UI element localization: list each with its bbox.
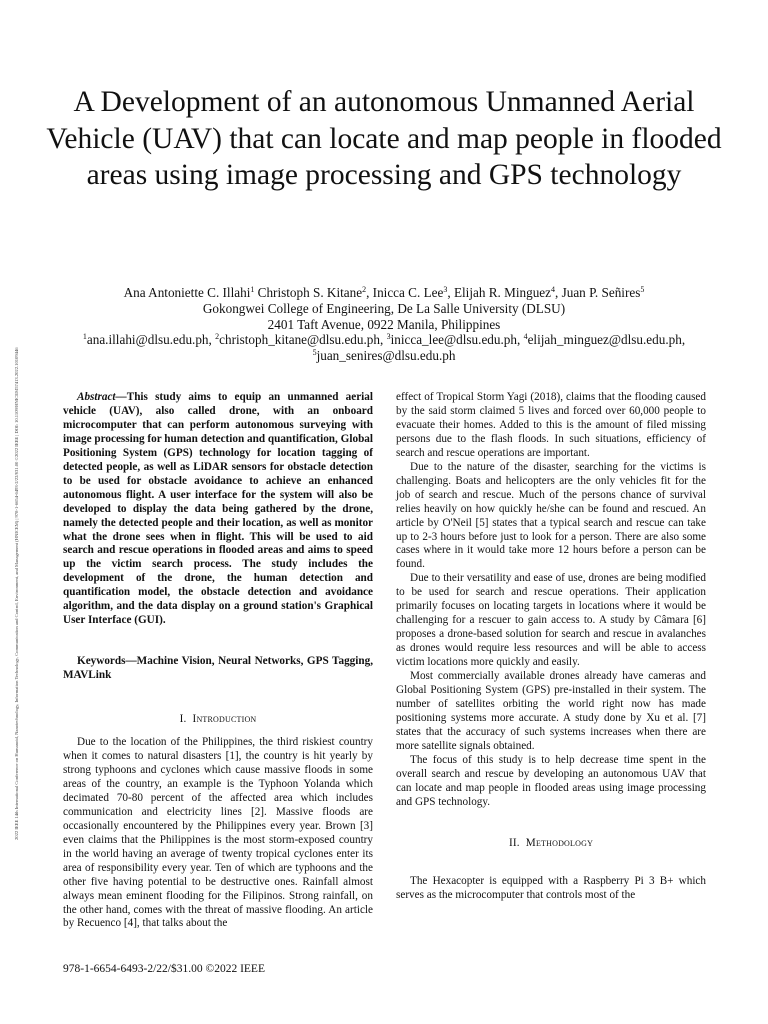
- abstract-text: This study aims to equip an unmanned aerial vehicle (UAV), also called drone, with an onboard microcomputer that can perform autonomous surveying with image processing for human detection and quantification, Global Positioning System (GPS) technology for location tagging of detected people, as well as LiDAR sensors for obstacle detection to be used for obstacle avoidance to achieve an enhanced autonomous flight. A user interface for the system will also be developed to display the data being gathered by the drone, namely the detected people and their location, as well as monitor what the drone sees when in flight. This will be used to aid search and rescue operations in flooded areas and aims to speed up the victim search process. The study includes the development of the drone, the human detection and quantification model, the obstacle detection and avoidance algorithm, and the data display on a ground station's Graphical User Interface (GUI).: [63, 391, 373, 627]
- intro-paragraph: Due to the location of the Philippines, the third riskiest country when it comes to natural disasters [1], the country is hit yearly by strong typhoons and cyclones which cause massive floods in some areas of the country, an example is the Typhoon Yolanda which decimated 70-80 percent of the affected area which includes communication and electricity lines [2]. Massive floods are occasionally encountered by the Philippines every year. Brown [3] even claims that the Philippines is the most storm-exposed country in the world having an average of twenty tropical cyclones enter its area of responsibility every year. Ten of which are typhoons and the other five having potential to be destructive ones. Rainfall almost always mean eminent flooding for the Filipinos. Strong rainfall, on the other hand, comes with the threat of massive flooding. An article by Recuenco [4], that talks about the: [63, 736, 373, 930]
- author-sup: 4: [551, 285, 555, 294]
- author-sup: 5: [640, 285, 645, 294]
- author-list: Ana Antoniette C. Illahi$^1$ Christoph S. Kitane$^2$, Inicca C. Lee$^3$, Elijah R. Minguez$^4$, Juan P. Señires$^5$: [123, 285, 645, 300]
- author-sup: 1: [250, 285, 255, 294]
- author-name: Juan P. Señires: [561, 285, 641, 300]
- affiliation: Gokongwei College of Engineering, De La Salle University (DLSU): [202, 300, 566, 316]
- email-link[interactable]: ana.illahi@dlsu.edu.ph,: [86, 332, 212, 348]
- email-line-2: [40, 348, 728, 364]
- email-line-1: [40, 332, 728, 348]
- footer-copyright: 978-1-6654-6493-2/22/$31.00 ©2022 IEEE: [63, 963, 265, 975]
- email-link[interactable]: inicca_lee@dlsu.edu.ph,: [390, 332, 521, 348]
- methodology-paragraph: The Hexacopter is equipped with a Raspberry Pi 3 B+ which serves as the microcomputer that controls most of the: [396, 874, 706, 901]
- email-sup: 4: [523, 332, 528, 342]
- email-sup: 1: [82, 332, 87, 342]
- author-name: Ana Antoniette C. Illahi: [123, 285, 251, 300]
- email-link[interactable]: christoph_kitane@dlsu.edu.ph,: [219, 332, 384, 348]
- left-column: [63, 391, 373, 931]
- body-paragraph: effect of Tropical Storm Yagi (2018), claims that the flooding caused by the said storm claimed 5 lives and forced over 60,000 people to evacuate their homes. Added to this is the amount of filed missing persons due to the flash floods. In such situations, efficiency of search and rescue operations are important.: [396, 391, 706, 459]
- email-link[interactable]: elijah_minguez@dlsu.edu.ph,: [527, 332, 686, 348]
- side-note-text: 2022 IEEE 14th International Conference on Humanoid, Nanotechnology, Information Technology, Communication and Control, Environment, and Management (HNICEM) | 978-1-6654-6493-2/22/$31.00 ©2022 IEEE | DOI: 10.1109/HNICEM57413.2022.10109446: [14, 347, 19, 840]
- authors-block: [40, 285, 728, 364]
- author-name: Inicca C. Lee: [372, 285, 444, 300]
- section-numeral: I.: [179, 713, 187, 726]
- body-paragraph: Most commercially available drones already have cameras and Global Positioning System (GPS) pre-installed in their system. The number of satellites orbiting the world right now has made positioning systems more accurate. A study done by Xu et al. [7] states that the accuracy of such systems increases when there are more satellite signals obtained.: [396, 670, 706, 752]
- right-column: [396, 391, 706, 902]
- author-sup: 2: [362, 285, 367, 294]
- abstract-label: Abstract—: [77, 391, 127, 403]
- section-title: Introduction: [192, 713, 257, 726]
- keywords: Keywords—Machine Vision, Neural Networks, GPS Tagging, MAVLink: [63, 655, 373, 682]
- author-name: Christoph S. Kitane: [257, 285, 363, 300]
- body-paragraph: The focus of this study is to help decrease time spent in the overall search and rescue by developing an autonomous UAV that can locate and map people in flooded areas using image processing and GPS technology.: [396, 753, 706, 808]
- abstract: [63, 391, 373, 628]
- body-paragraph: Due to their versatility and ease of use, drones are being modified to be used for search and rescue operations. Their application primarily focuses on locating targets in locations where it would be challenging for a rescuer to gain access to. A study by Câmara [6] proposes a drone-based solution for search and rescue in avalanches as drones would require less resources and will be able to access victim locations more quickly and easily.: [396, 572, 706, 669]
- section-heading-methodology: [396, 837, 706, 851]
- email-sup: 5: [312, 348, 317, 358]
- section-numeral: II.: [508, 836, 520, 849]
- paper-title: A Development of an autonomous Unmanned Aerial Vehicle (UAV) that can locate and map people in flooded areas using image processing and GPS technology: [46, 86, 722, 191]
- section-title: Methodology: [525, 836, 594, 849]
- author-name: Elijah R. Minguez: [453, 285, 551, 300]
- address: 2401 Taft Avenue, 0922 Manila, Philippines: [267, 316, 501, 332]
- body-paragraph: Due to the nature of the disaster, searching for the victims is challenging. Boats and helicopters are the only vehicles fit for the job of search and rescue. Much of the persons chance of survival relies heavily on how quickly he/she can be found and rescued. An article by O'Neil [5] states that a typical search and rescue can take up to 2-3 hours before just to look for a person. There are also some cases where in it would take more 12 hours before a person can be found.: [396, 460, 706, 571]
- email-link[interactable]: juan_senires@dlsu.edu.ph: [316, 348, 456, 364]
- email-sup: 3: [386, 332, 391, 342]
- email-sup: 2: [215, 332, 220, 342]
- section-heading-introduction: [63, 713, 373, 727]
- side-publication-note: [14, 180, 24, 840]
- author-sup: 3: [443, 285, 448, 294]
